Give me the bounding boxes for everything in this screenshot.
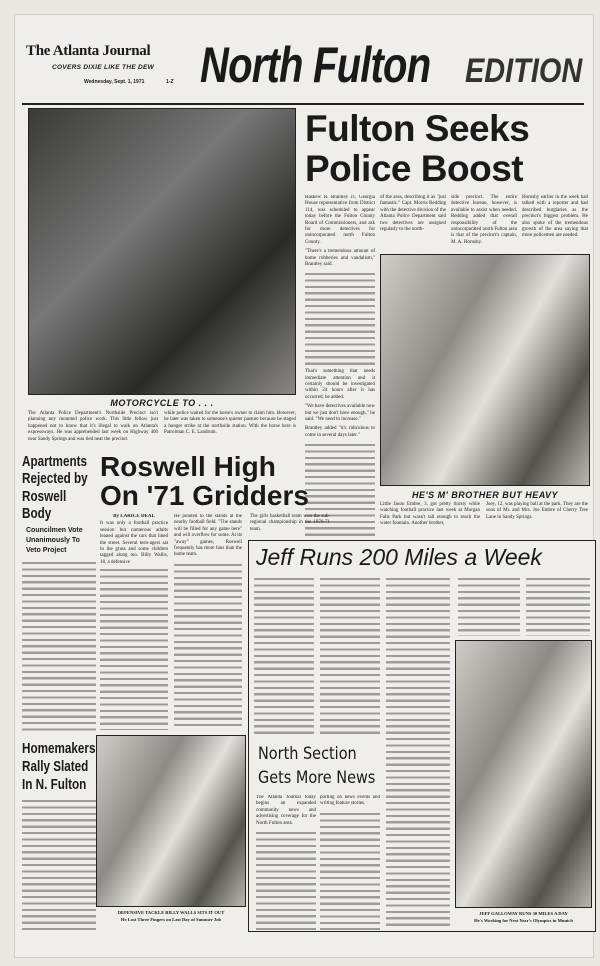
brother-caption-right: Joey, 12, was playing ball at the park. They are the sons of Mr. and Mrs. Joe Embre of Cherry Tree Lane in Sandy Springs. — [486, 502, 588, 520]
roswell-byline: By LARICE DEAL — [113, 514, 155, 519]
police-headline-1: Fulton Seeks — [305, 108, 530, 149]
police-col-4: Hornsby earlier in the week had talked with a reporter and had described burglaries as the precinct's biggest problem. He also spoke of the tremendous growth of the area saying that more policemen are needed. — [522, 195, 588, 239]
jeff-body-5 — [526, 576, 590, 636]
police-side-1: "There's a tremendous amount of home robberies and vandalism," Brantley said. — [305, 249, 375, 268]
north-section-col-1: The Atlanta Journal today begins an expanded community news and advertising coverage for the North Fulton area. — [256, 795, 316, 826]
motto: COVERS DIXIE LIKE THE DEW — [52, 64, 155, 71]
roswell-headline-1: Roswell High — [100, 451, 276, 482]
edition-label: EDITION — [465, 52, 583, 90]
roswell-column-2 — [174, 514, 242, 730]
brother-caption-title: HE'S M' BROTHER BUT HEAVY — [411, 490, 559, 500]
police-side-3: "We have detectives available now but we just don't have enough," he said. "We need to increase." — [305, 404, 375, 423]
jeff-caption-sub: He's Working for Next Year's Olympics in Munich — [474, 918, 573, 923]
north-section-column-1 — [256, 795, 316, 930]
police-headline-2: Police Boost — [305, 148, 524, 189]
north-section-body-1 — [256, 830, 316, 930]
north-section-headline-1: North Section — [258, 744, 357, 764]
issue-date: Wednesday, Sept. 1, 1971 — [84, 79, 145, 85]
roswell-column-1 — [100, 514, 168, 730]
jeff-body-4 — [458, 576, 520, 636]
motorcycle-caption-left: The Atlanta Police Department's Northside Precinct isn't planning any mounted police work. This little fellow just happened not to know that it's illegal to walk on Atlanta's expressways. He was apprehended last week on Highway 400 near Sandy Springs and was tied near the precinct — [28, 411, 158, 442]
north-section-headline-2: Gets More News — [258, 768, 376, 788]
jeff-caption — [455, 911, 592, 924]
police-left-column — [305, 195, 375, 537]
police-body-text — [305, 271, 375, 366]
north-section-column-2 — [320, 795, 380, 930]
north-section-body-2 — [320, 811, 380, 930]
police-col-3: side precinct. The entire detective bureau, however, is available to assist when needed. Redding added that overall responsibility of the unincorporated north Fulton area is that of the precinct's captain, M. A. Hornsby. — [451, 195, 517, 245]
jeff-headline: Jeff Runs 200 Miles a Week — [256, 544, 542, 570]
apartments-body-text — [22, 560, 96, 733]
brothers-photo — [380, 254, 590, 486]
jeff-body-2 — [320, 576, 380, 736]
section-code: 1-Z — [166, 79, 174, 85]
walls-caption-sub: He Lost Three Fingers on Last Day of Summer Job — [120, 917, 222, 922]
homemakers-headline: Homemakers Rally Slated In N. Fulton — [22, 740, 96, 793]
police-col-1: Haskew H. Brantley Jr., Georgia House representative from District 114, was scheduled to appear today before the Fulton County Board of Commissioners, and ask for more detectives for unincorporated north Fulton County. — [305, 195, 375, 245]
masthead-rule — [22, 103, 584, 105]
billy-walls-photo — [96, 735, 246, 907]
jeff-caption-title: JEFF GALLOWAY RUNS 30 MILES A DAY — [479, 911, 568, 916]
roswell-body-1 — [100, 567, 168, 730]
newspaper-logo: The Atlanta Journal — [26, 43, 151, 59]
homemakers-column — [22, 740, 96, 930]
apartments-headline: Apartments Rejected by Roswell Body — [22, 453, 88, 522]
walls-caption — [96, 910, 246, 923]
jeff-body-1 — [254, 576, 314, 736]
walls-caption-title: DEFENSIVE TACKLE BILLY WALLS SITS IT OUT — [117, 910, 225, 915]
roswell-body-2 — [174, 562, 242, 730]
apartments-column — [22, 453, 96, 733]
police-col-2: of the area, describing it as "just fantastic." Capt. Morris Redding with the detective division of the Atlanta Police Department said two detectives are assigned regularly to the north- — [380, 195, 446, 233]
jeff-body-3 — [386, 576, 450, 930]
police-side-4: Brantley added "it's ridiculous to come in several days later." — [305, 426, 375, 438]
jeff-galloway-photo — [455, 640, 592, 908]
motorcycle-caption-right: while police waited for the horse's owner to claim him. However, he later was taken to someone's quieter pasture because he staged a hunger strike at the northside station. With the horse here is Patrolman C. E. Landrum. — [164, 411, 296, 436]
north-section-col-2: porting on news events and writing feature stories. — [320, 795, 380, 807]
police-side-2: That's something that needs immediate attention and it certainly should be investigated within 24 hours after it has occurred, he added. — [305, 369, 375, 400]
brother-caption-left: Little Jason Embre, 3, got pretty thirsty while watching football practice last week at Morgan Falls Park but wasn't tall enough to reach the water fountain. Another brother, — [380, 502, 480, 527]
roswell-col-1: It was only a football practice session but numerous adults leaned against the cars that lined the street. Several teen-agers sat in the grass and some children tagged along too. Billy Wallis, 18, a defensive — [100, 521, 168, 565]
motorcycle-caption-title: MOTORCYCLE TO . . . — [110, 398, 214, 408]
roswell-col-3: The girls basketball team won the sub-regional championship in the 1970-71 team. — [250, 514, 330, 532]
apartments-subhead: Councilmen Vote Unanimously To Veto Project — [26, 527, 83, 554]
homemakers-body-text — [22, 798, 96, 930]
roswell-col-2: He pointed to the stands at the nearby football field. "The stands will be filled for any game here" and will overflow for some. At its "away" games, Roswell frequently has more fans than the home team. — [174, 514, 242, 558]
section-title: North Fulton — [200, 37, 431, 93]
roswell-headline-2: On '71 Gridders — [100, 480, 309, 511]
horse-police-photo — [28, 108, 296, 395]
